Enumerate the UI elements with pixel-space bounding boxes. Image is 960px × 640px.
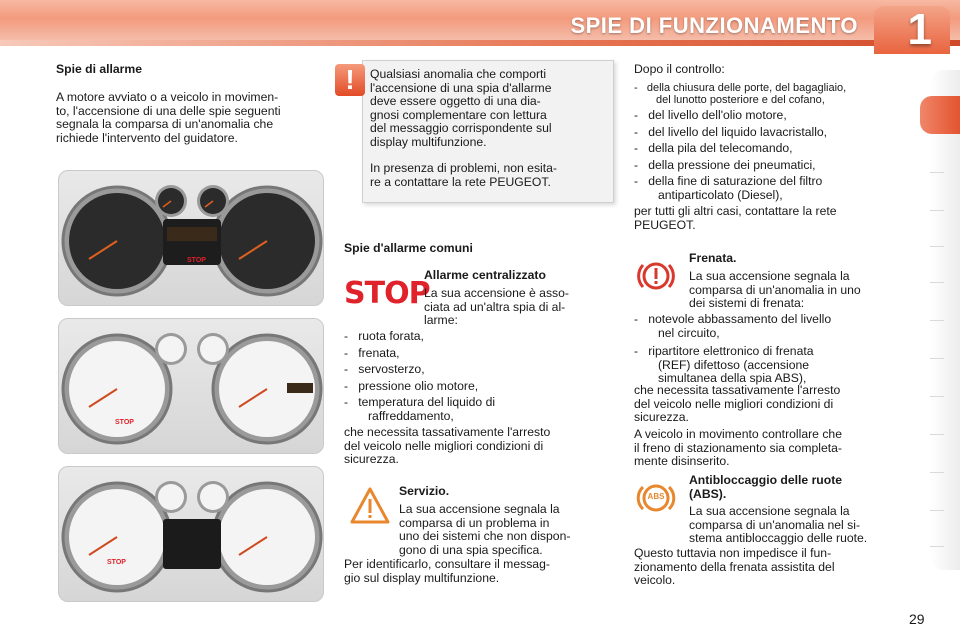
text-line: comparsa di un'anomalia in uno [689, 282, 861, 297]
text-line: del veicolo nelle migliori condizioni di [344, 438, 544, 453]
text-line: In presenza di problemi, non esita- [370, 161, 557, 175]
text-line: A veicolo in movimento controllare che [634, 427, 842, 441]
dashboard-dark [58, 170, 324, 306]
text-line: veicolo. [634, 573, 676, 588]
text-line: uno dei sistemi che non dispon- [399, 529, 571, 544]
stop-title: Allarme centralizzato [424, 268, 546, 282]
text-line: del veicolo nelle migliori condizioni di [634, 396, 834, 411]
abs-icon-label: ABS [647, 492, 665, 501]
side-tab-divider [930, 510, 944, 511]
text-line: Questo tuttavia non impedisce il fun- [634, 546, 832, 560]
brake-after-2 [634, 428, 842, 469]
right-intro: Dopo il controllo: [634, 62, 725, 76]
text-line: dei sistemi di frenata: [689, 296, 805, 311]
stop-light: STOP [115, 419, 134, 426]
right-after [634, 205, 837, 232]
note-paragraph-1 [370, 68, 608, 150]
text-line: La sua accensione segnala la [399, 502, 560, 516]
stop-icon [344, 276, 430, 311]
list-item: - pressione olio motore, [344, 378, 479, 393]
text-line: comparsa di un problema in [399, 515, 550, 530]
text-line: del messaggio corrispondente sul [370, 121, 552, 136]
text-line: Per identificarlo, consultare il messag- [344, 557, 550, 571]
text-line: stema antibloccaggio delle ruote. [689, 531, 868, 546]
left-paragraph [56, 91, 281, 145]
list-item: - della pressione dei pneumatici, [634, 157, 816, 172]
text-line: zionamento della frenata assistita del [634, 559, 835, 574]
side-tab-divider [930, 210, 944, 211]
side-tab-divider [930, 246, 944, 247]
text-line: larme: [424, 313, 458, 328]
warning-triangle-icon [350, 486, 390, 526]
list-item-continuation: antiparticolato (Diesel), [658, 187, 783, 202]
text-line: Antibloccaggio delle ruote [689, 473, 843, 487]
chapter-number: 1 [907, 5, 932, 54]
page-title: SPIE DI FUNZIONAMENTO [570, 13, 858, 38]
list-item: - notevole abbassamento del livello [634, 312, 832, 326]
abs-text [689, 505, 867, 546]
text-line: display multifunzione. [370, 134, 487, 149]
list-item-continuation: del lunotto posteriore e del cofano, [656, 94, 825, 107]
header-strip [0, 40, 960, 46]
right-list-small [634, 82, 846, 106]
stop-icon-label: STOP [344, 276, 430, 311]
side-tab-divider [930, 472, 944, 473]
dashboard-white [58, 318, 324, 454]
text-line: richiede l'intervento del guidatore. [56, 130, 238, 145]
stop-text [424, 287, 569, 328]
brake-title: Frenata. [689, 251, 737, 265]
text-line: l'accensione di una spia d'allarme [370, 80, 552, 95]
text-line: gono di una spia specifica. [399, 542, 543, 557]
list-item: - servosterzo, [344, 362, 425, 377]
service-text [399, 503, 570, 557]
text-line: A motore avviato o a veicolo in movimen- [56, 90, 279, 104]
side-tab-divider [930, 172, 944, 173]
common-warnings-heading: Spie d'allarme comuni [344, 241, 473, 255]
text-line: La sua accensione è asso- [424, 286, 569, 300]
abs-after [634, 547, 835, 588]
list-item: - della chiusura delle porte, del bagagliaio, [634, 82, 847, 94]
text-line: La sua accensione segnala la [689, 269, 850, 283]
text-line: sicurezza. [634, 410, 689, 425]
text-line: che necessita tassativamente l'arresto [344, 425, 551, 439]
text-line: sicurezza. [344, 452, 399, 467]
side-tab-chapter-1[interactable] [920, 96, 960, 134]
note-paragraph-2 [370, 162, 608, 189]
text-line: to, l'accensione di una delle spie seguenti [56, 103, 281, 118]
side-tab-divider [930, 434, 944, 435]
side-tab-divider [930, 358, 944, 359]
text-line: per tutti gli altri casi, contattare la rete [634, 204, 837, 218]
text-line: re a contattare la rete PEUGEOT. [370, 174, 551, 189]
text-line: (ABS). [689, 486, 727, 501]
text-line: La sua accensione segnala la [689, 504, 850, 518]
list-item: - ruota forata, [344, 329, 424, 343]
text-line: PEUGEOT. [634, 217, 696, 232]
right-list [634, 109, 827, 203]
text-line: il freno di stazionamento sia completa- [634, 440, 842, 455]
text-line: gnosi complementare con lettura [370, 107, 547, 122]
brake-text [689, 270, 861, 311]
stop-after [344, 426, 550, 467]
list-item: - del livello del liquido lavacristallo, [634, 124, 828, 139]
side-tab-divider [930, 396, 944, 397]
stop-light: STOP [187, 257, 206, 264]
page-number: 29 [909, 611, 925, 627]
side-tab-divider [930, 282, 944, 283]
list-item: - ripartitore elettronico di frenata [634, 344, 814, 359]
stop-light: STOP [107, 559, 126, 566]
list-item: - della pila del telecomando, [634, 141, 793, 156]
list-item-continuation: simultanea della spia ABS), [658, 371, 807, 386]
text-line: gio sul display multifunzione. [344, 570, 500, 585]
stop-list [344, 330, 495, 424]
brake-warning-icon [636, 256, 676, 296]
text-line: deve essere oggetto di una dia- [370, 94, 541, 109]
list-item-continuation: nel circuito, [658, 325, 720, 340]
list-item: - del livello dell'olio motore, [634, 108, 787, 122]
exclamation-icon: ! [335, 64, 365, 96]
left-heading: Spie di allarme [56, 62, 143, 76]
list-item-continuation: raffreddamento, [368, 408, 454, 423]
text-line: comparsa di un'anomalia nel si- [689, 517, 861, 532]
dashboard-display [58, 466, 324, 602]
side-tab-divider [930, 320, 944, 321]
text-line: segnala la comparsa di un'anomalia che [56, 117, 274, 132]
abs-title [689, 474, 842, 501]
list-item: - della fine di saturazione del filtro [634, 174, 823, 189]
brake-after-1 [634, 384, 840, 425]
text-line: Qualsiasi anomalia che comporti [370, 67, 547, 81]
service-title: Servizio. [399, 484, 450, 498]
list-item-continuation: (REF) difettoso (accensione [658, 357, 810, 372]
service-after [344, 558, 550, 585]
text-line: ciata ad un'altra spia di al- [424, 299, 566, 314]
text-line: mente disinserito. [634, 454, 730, 469]
text-line: che necessita tassativamente l'arresto [634, 383, 841, 397]
list-item: - temperatura del liquido di [344, 395, 496, 410]
side-tab-divider [930, 546, 944, 547]
brake-list [634, 313, 831, 386]
list-item: - frenata, [344, 345, 400, 360]
